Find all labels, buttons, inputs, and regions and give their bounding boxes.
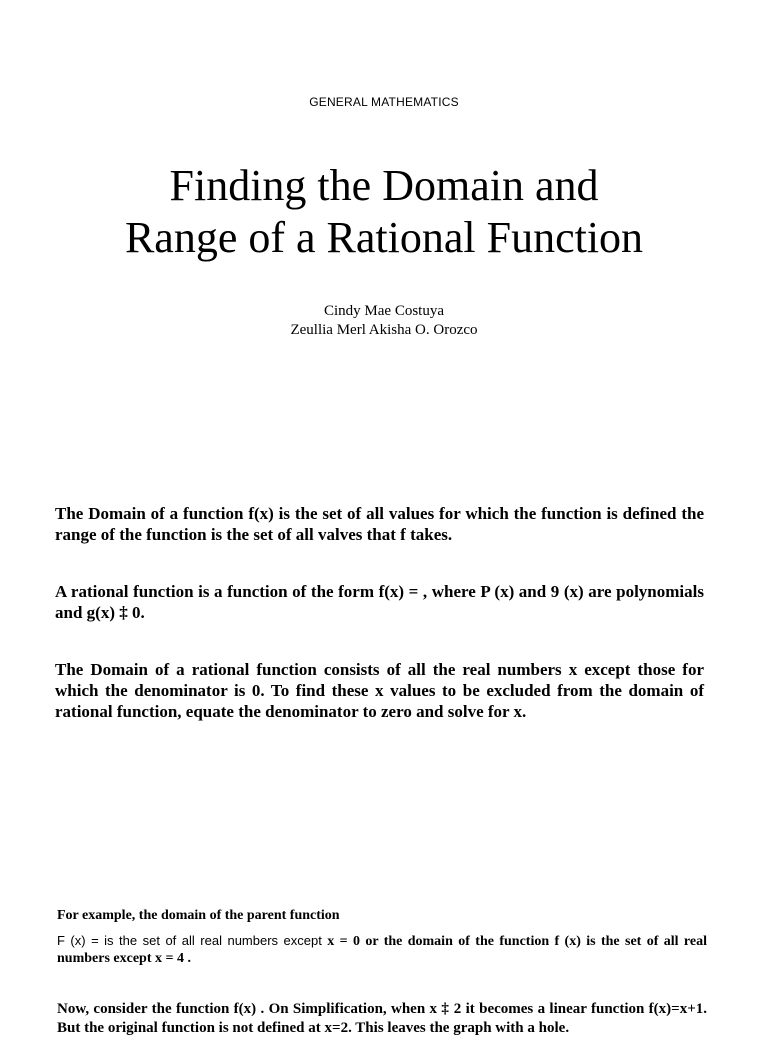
author-list <box>0 302 768 340</box>
example-line-prefix: F (x) = is the set of all real numbers except <box>57 933 322 948</box>
author-name: Cindy Mae Costuya <box>324 303 444 319</box>
rational-domain-paragraph: The Domain of a rational function consists of all the real numbers x except those for which the denominator is 0. To find these x values to be excluded from the domain of rational function, equate the denominator to zero and solve for x. <box>55 660 704 721</box>
example-intro: For example, the domain of the parent function <box>57 908 340 923</box>
title-line-2: Range of a Rational Function <box>124 213 644 262</box>
title-line-1: Finding the Domain and <box>169 161 599 210</box>
domain-definition-paragraph: The Domain of a function f(x) is the set of all values for which the function is defined the range of the function is the set of all valves that f takes. <box>55 504 704 544</box>
course-header: GENERAL MATHEMATICS <box>309 95 459 109</box>
author-name: Zeullia Merl Akisha O. Orozco <box>290 322 478 338</box>
example-line-rest: x = 0 or the domain of the function f (x) is the set of all real numbers except x = 4 . <box>57 934 707 966</box>
example-parent-function <box>57 932 707 967</box>
example-simplification-paragraph: Now, consider the function f(x) . On Simplification, when x ‡ 2 it becomes a linear function f(x)=x+1. But the original function is not defined at x=2. This leaves the graph with a hole. <box>57 1001 707 1036</box>
page-title <box>0 160 768 264</box>
rational-function-definition-paragraph: A rational function is a function of the form f(x) = , where P (x) and 9 (x) are polynomials and g(x) ‡ 0. <box>55 582 704 622</box>
